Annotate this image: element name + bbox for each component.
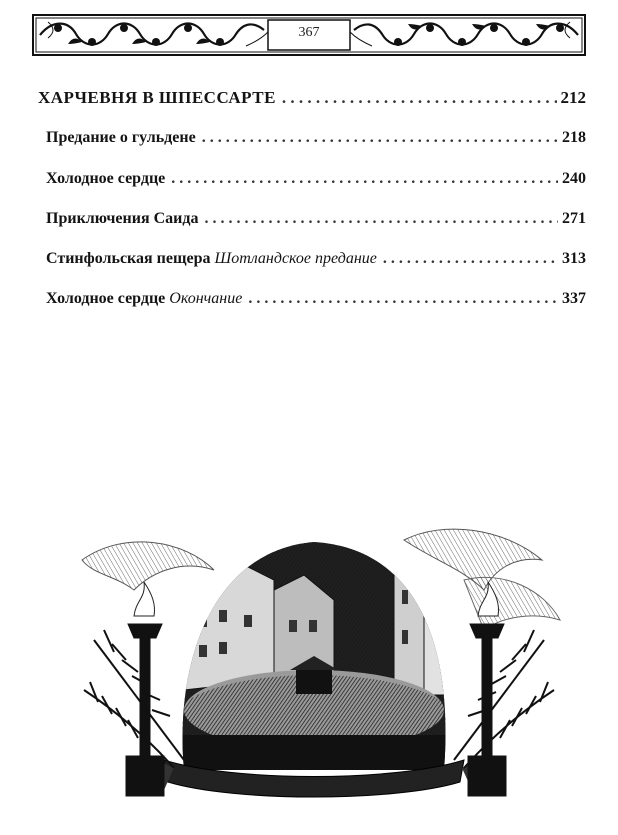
toc-entry[interactable] bbox=[46, 129, 586, 147]
toc-entry-title: Холодное сердце bbox=[46, 290, 166, 307]
toc-entry-page: 313 bbox=[562, 250, 586, 267]
leader-dots bbox=[248, 290, 558, 308]
toc-entry-title: Стинфольская пещера bbox=[46, 250, 211, 267]
leader-dots bbox=[383, 250, 558, 268]
toc-entry[interactable] bbox=[46, 210, 586, 228]
page-number: 367 bbox=[298, 25, 320, 40]
leader-dots bbox=[204, 210, 558, 228]
toc-entry-subtitle: Окончание bbox=[169, 290, 243, 307]
toc-entry-page: 212 bbox=[560, 88, 586, 107]
toc-entry-subtitle: Шотландское предание bbox=[214, 250, 377, 267]
toc-entry-page: 271 bbox=[562, 210, 586, 227]
toc-entry[interactable] bbox=[46, 170, 586, 188]
toc-entry-title: Предание о гульдене bbox=[46, 129, 196, 146]
toc-entry-title: ХАРЧЕВНЯ В ШПЕССАРТЕ bbox=[38, 88, 276, 107]
engraving-night-square-icon bbox=[64, 520, 572, 806]
toc-entry-page: 337 bbox=[562, 290, 586, 307]
leader-dots bbox=[171, 170, 558, 188]
toc-entry-title: Холодное сердце bbox=[46, 170, 166, 187]
toc-entry[interactable] bbox=[46, 250, 586, 268]
leader-dots bbox=[202, 129, 558, 147]
engraving-illustration bbox=[64, 520, 572, 806]
toc-entry-title: Приключения Саида bbox=[46, 210, 199, 227]
toc-entry-page: 240 bbox=[562, 170, 586, 187]
toc-entry-main[interactable] bbox=[38, 88, 586, 108]
toc-entry[interactable] bbox=[46, 290, 586, 308]
toc-entry-page: 218 bbox=[562, 129, 586, 146]
leader-dots bbox=[282, 88, 557, 108]
